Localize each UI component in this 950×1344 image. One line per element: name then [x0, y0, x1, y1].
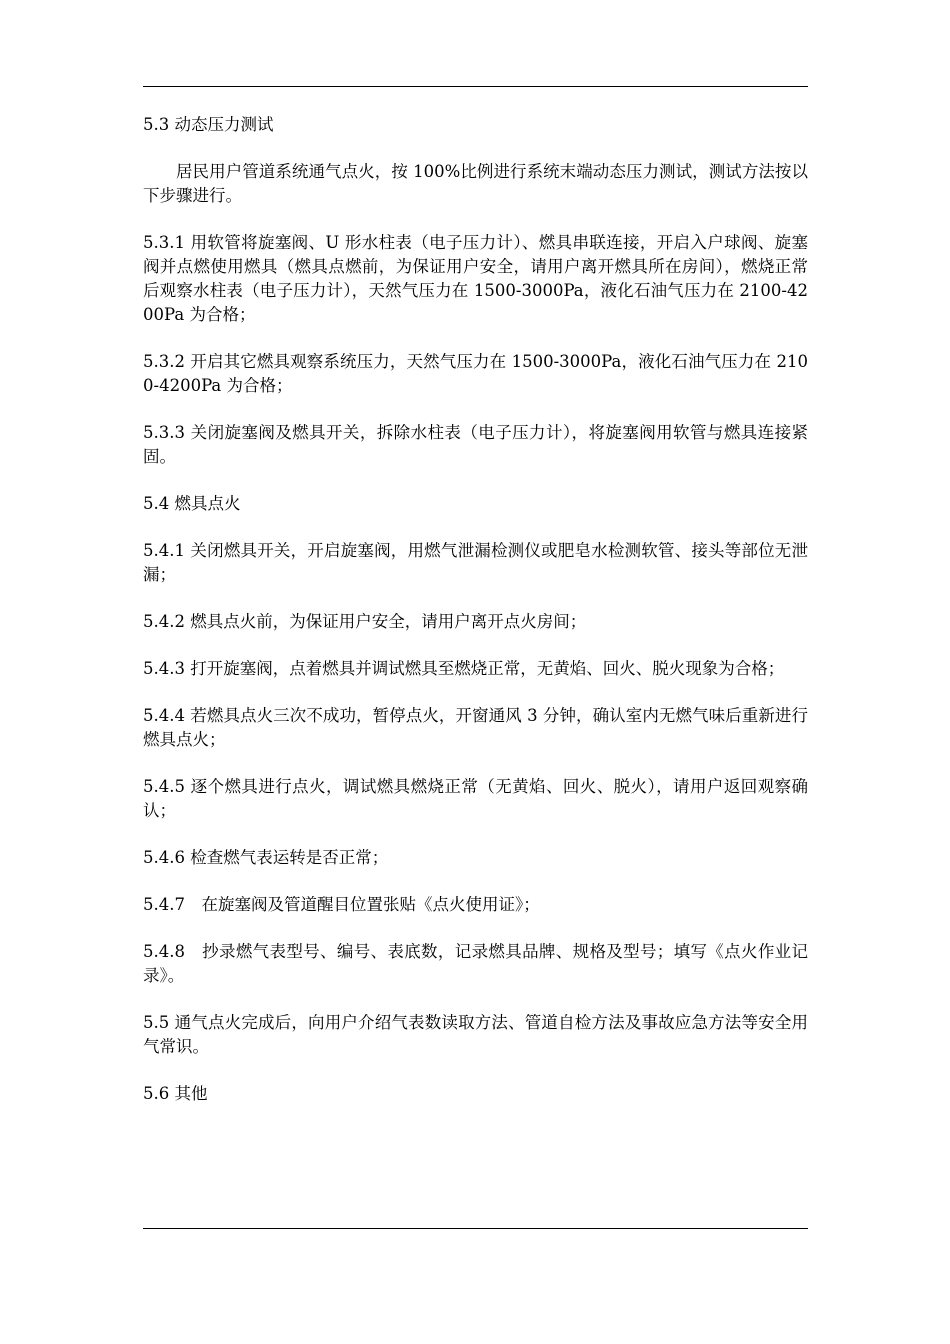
- section-heading-5-3: 5.3 动态压力测试: [143, 115, 274, 134]
- paragraph-5-4-6: 5.4.6 检查燃气表运转是否正常；: [143, 848, 389, 867]
- paragraph-5-5: 5.5 通气点火完成后，向用户介绍气表数读取方法、管道自检方法及事故应急方法等安全用气常识。: [143, 1013, 808, 1056]
- paragraph-5-4-1: 5.4.1 关闭燃具开关，开启旋塞阀，用燃气泄漏检测仪或肥皂水检测软管、接头等部位无泄漏；: [143, 541, 808, 584]
- paragraph-intro: 居民用户管道系统通气点火，按 100%比例进行系统末端动态压力测试，测试方法按以下步骤进行。: [143, 162, 808, 205]
- section-heading-5-4: 5.4 燃具点火: [143, 494, 241, 513]
- paragraph-5-3-3: 5.3.3 关闭旋塞阀及燃具开关，拆除水柱表（电子压力计），将旋塞阀用软管与燃具连接紧固。: [143, 423, 808, 466]
- paragraph-5-4-2: 5.4.2 燃具点火前，为保证用户安全，请用户离开点火房间；: [143, 612, 587, 631]
- footer-rule: [143, 1228, 808, 1229]
- paragraph-5-4-7: 5.4.7 在旋塞阀及管道醒目位置张贴《点火使用证》；: [143, 895, 540, 914]
- document-body: [143, 113, 808, 1129]
- paragraph-5-3-2: 5.3.2 开启其它燃具观察系统压力，天然气压力在 1500-3000Pa，液化石油气压力在 2100-4200Pa 为合格；: [143, 352, 808, 395]
- section-heading-5-6: 5.6 其他: [143, 1084, 208, 1103]
- paragraph-5-4-3: 5.4.3 打开旋塞阀，点着燃具并调试燃具至燃烧正常，无黄焰、回火、脱火现象为合格；: [143, 659, 785, 678]
- paragraph-5-4-5: 5.4.5 逐个燃具进行点火，调试燃具燃烧正常（无黄焰、回火、脱火），请用户返回观察确认；: [143, 777, 808, 820]
- paragraph-5-3-1: 5.3.1 用软管将旋塞阀、U 形水柱表（电子压力计）、燃具串联连接，开启入户球阀、旋塞阀并点燃使用燃具（燃具点燃前，为保证用户安全，请用户离开燃具所在房间），燃烧正常后观察水柱表（电子压力计），天然气压力在 1500-3000Pa，液化石油气压力在 2100-4200Pa 为合格；: [143, 233, 808, 324]
- paragraph-5-4-8: 5.4.8 抄录燃气表型号、编号、表底数，记录燃具品牌、规格及型号；填写《点火作业记录》。: [143, 942, 808, 985]
- header-rule: [143, 86, 808, 87]
- paragraph-5-4-4: 5.4.4 若燃具点火三次不成功，暂停点火，开窗通风 3 分钟，确认室内无燃气味后重新进行燃具点火；: [143, 706, 808, 749]
